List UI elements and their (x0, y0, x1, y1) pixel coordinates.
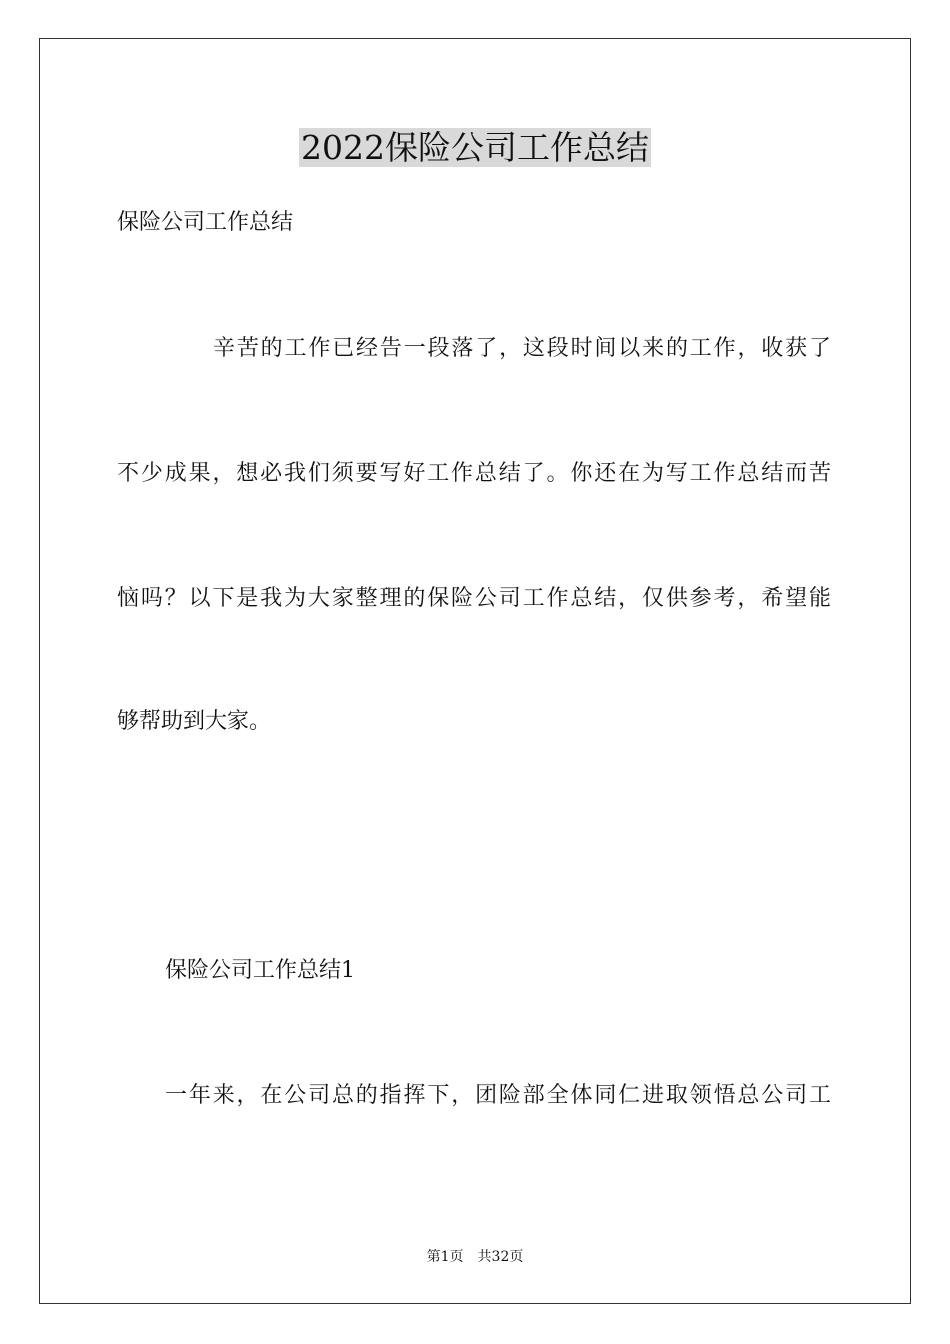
section-heading: 保险公司工作总结1 (165, 958, 355, 983)
document-title-text: 2022保险公司工作总结 (301, 128, 649, 167)
intro-line-3: 恼吗？以下是我为大家整理的保险公司工作总结，仅供参考，希望能 (117, 586, 831, 611)
document-subtitle: 保险公司工作总结 (117, 210, 294, 235)
document-title (0, 127, 950, 169)
section-line-1: 一年来，在公司总的指挥下，团险部全体同仁进取领悟总公司工 (165, 1083, 831, 1108)
intro-line-1: 辛苦的工作已经告一段落了，这段时间以来的工作，收获了 (213, 336, 831, 361)
intro-line-4: 够帮助到大家。 (117, 709, 272, 734)
intro-line-2: 不少成果，想必我们须要写好工作总结了。你还在为写工作总结而苦 (117, 461, 831, 486)
page-footer: 第1页 共32页 (426, 1249, 524, 1265)
